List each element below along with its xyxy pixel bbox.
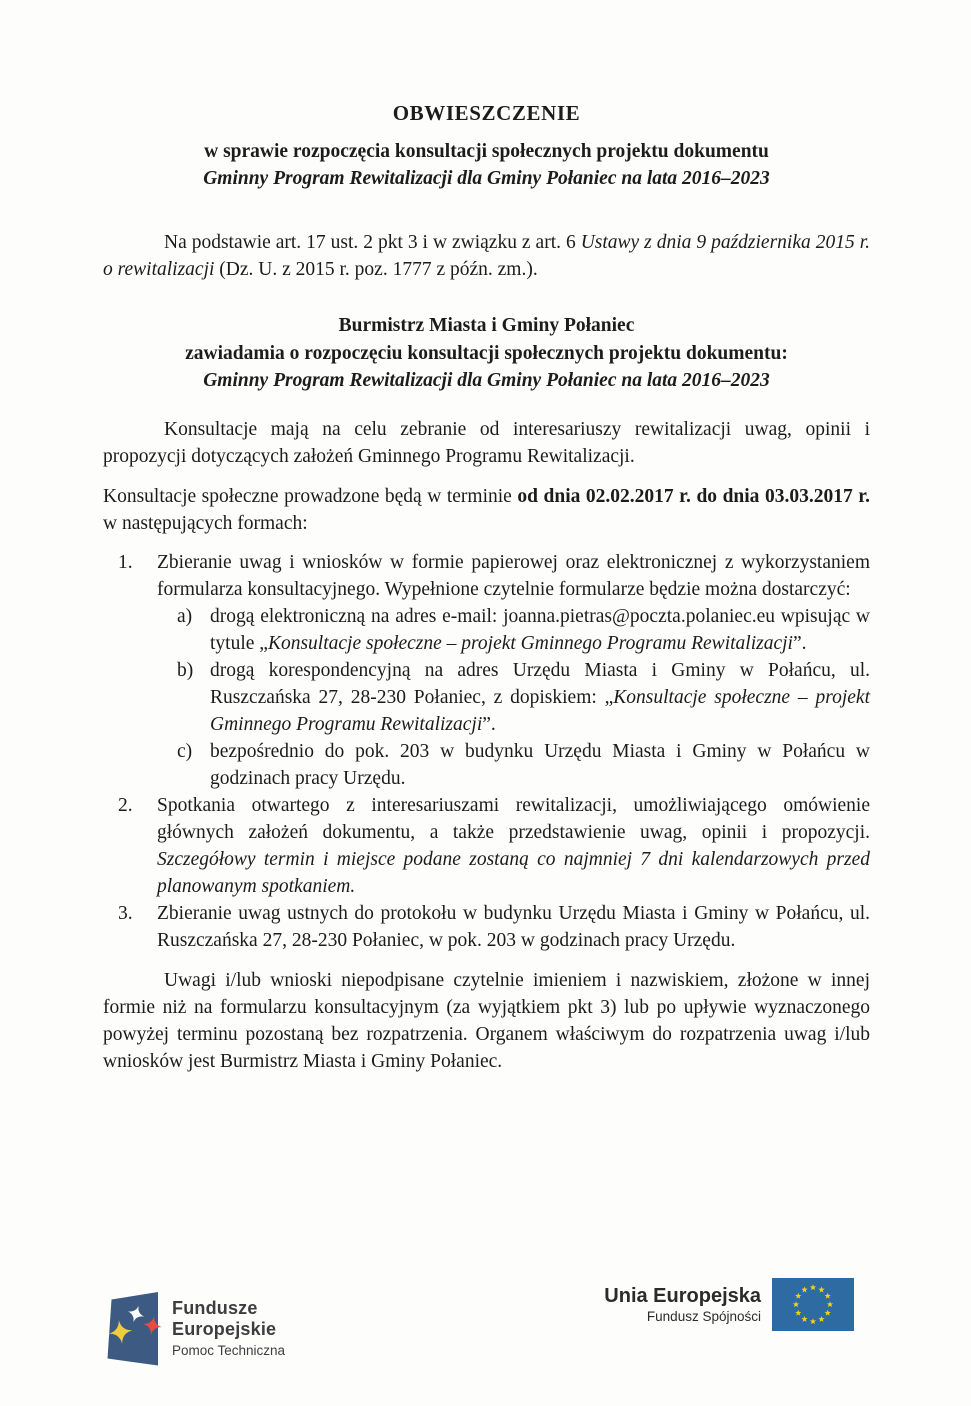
document-subtitle xyxy=(103,138,870,192)
eu-flag-icon xyxy=(772,1278,854,1331)
eu-logo-line-1: Unia Europejska xyxy=(604,1285,761,1307)
list-marker-2: 2. xyxy=(118,794,133,816)
forms-list-item-2 xyxy=(103,792,870,900)
unia-europejska-text xyxy=(540,1285,761,1324)
subtitle-line-1: w sprawie rozpoczęcia konsultacji społecznych projektu dokumentu xyxy=(204,141,769,162)
forms-list-item-3-text: Zbieranie uwag ustnych do protokołu w budynku Urzędu Miasta i Gminy w Połańcu, ul. Ruszczańska 27, 28-230 Połaniec, w pok. 203 w godzinach pracy Urzędu. xyxy=(157,902,870,951)
forms-sublist-item-a xyxy=(103,603,870,657)
list-marker-1: 1. xyxy=(118,551,133,573)
announcement-authority: Burmistrz Miasta i Gminy Połaniec xyxy=(338,315,635,336)
forms-list-item-3 xyxy=(103,900,870,954)
forms-list-item-2-text: Spotkania otwartego z interesariuszami rewitalizacji, umożliwiającego omówienie głównych założeń dokumentu, a także przedstawienie uwag, opinii i propozycji. xyxy=(157,794,870,843)
fe-logo-line-3: Pomoc Techniczna xyxy=(172,1343,286,1358)
purpose-paragraph: Konsultacje mają na celu zebranie od interesariuszy rewitalizacji uwag, opinii i propozycji dotyczących założeń Gminnego Programu Rewitalizacji. xyxy=(103,418,870,467)
forms-sublist-item-c xyxy=(103,738,870,792)
announcement-block xyxy=(103,312,870,395)
eu-logo-line-2: Fundusz Spójności xyxy=(646,1309,761,1324)
sublist-c-text: bezpośrednio do pok. 203 w budynku Urzędu Miasta i Gminy w Połańcu w godzinach pracy Urzędu. xyxy=(210,740,870,789)
sublist-a-text: drogą elektroniczną na adres e-mail: joanna.pietras@poczta.polaniec.eu wpisując w tytule „ xyxy=(210,605,870,654)
list-marker-b: b) xyxy=(177,659,194,681)
forms-list-item-2-note: Szczegółowy termin i miejsce podane zostaną co najmniej 7 dni kalendarzowych przed planowanym spotkaniem. xyxy=(157,848,870,897)
legal-basis-paragraph xyxy=(103,229,870,283)
legal-basis-act-title: Ustawy z dnia 9 października 2015 r. o rewitalizacji xyxy=(103,232,870,280)
legal-basis-reference: (Dz. U. z 2015 r. poz. 1777 z późn. zm.). xyxy=(214,259,538,280)
fundusze-europejskie-flag-icon xyxy=(107,1291,167,1367)
sublist-a-quoted-title: Konsultacje społeczne – projekt Gminnego Programu Rewitalizacji xyxy=(267,632,793,654)
fe-logo-line-1: Fundusze xyxy=(172,1298,258,1318)
forms-list-item-1 xyxy=(103,549,870,603)
schedule-dates: od dnia 02.02.2017 r. do dnia 03.03.2017 r. xyxy=(517,485,870,507)
list-marker-a: a) xyxy=(177,605,193,627)
sublist-a-text-end: ”. xyxy=(792,632,807,654)
fe-logo-line-2: Europejskie xyxy=(172,1318,277,1339)
document-body xyxy=(103,0,870,1075)
list-marker-c: c) xyxy=(177,740,193,762)
closing-paragraph: Uwagi i/lub wnioski niepodpisane czytelnie imieniem i nazwiskiem, złożone w innej formie niż na formularzu konsultacyjnym (za wyjątkiem pkt 3) lub po upływie wyznaczonego powyżej terminu pozostaną bez rozpatrzenia. Organem właściwym do rozpatrzenia uwag i/lub wniosków jest Burmistrz Miasta i Gminy Połaniec. xyxy=(103,969,870,1072)
consultation-forms-list xyxy=(103,549,870,954)
forms-list-item-1-text: Zbieranie uwag i wniosków w formie papierowej oraz elektronicznej z wykorzystaniem formularza konsultacyjnego. Wypełnione czytelnie formularze będzie można dostarczyć: xyxy=(157,551,870,600)
subtitle-line-2: Gminny Program Rewitalizacji dla Gminy Połaniec na lata 2016–2023 xyxy=(203,168,770,189)
document-title: OBWIESZCZENIE xyxy=(392,101,581,125)
sublist-b-text-end: ”. xyxy=(482,713,496,735)
sublist-b-quoted-title: Konsultacje społeczne – projekt Gminnego Programu Rewitalizacji xyxy=(210,686,870,735)
schedule-text-post: w następujących formach: xyxy=(103,512,308,534)
fundusze-europejskie-text xyxy=(172,1298,285,1359)
schedule-text-pre: Konsultacje społeczne prowadzone będą w terminie xyxy=(103,485,518,507)
announcement-program-title: Gminny Program Rewitalizacji dla Gminy Połaniec na lata 2016–2023 xyxy=(203,370,770,391)
schedule-paragraph xyxy=(103,483,870,537)
forms-sublist-item-b xyxy=(103,657,870,738)
legal-basis-text: Na podstawie art. 17 ust. 2 pkt 3 i w związku z art. 6 xyxy=(164,232,581,253)
announcement-action: zawiadamia o rozpoczęciu konsultacji społecznych projektu dokumentu: xyxy=(185,342,788,364)
list-marker-3: 3. xyxy=(118,902,133,924)
sublist-b-text: drogą korespondencyjną na adres Urzędu Miasta i Gminy w Połańcu, ul. Ruszczańska 27, 28-230 Połaniec, z dopiskiem: „ xyxy=(210,659,870,708)
